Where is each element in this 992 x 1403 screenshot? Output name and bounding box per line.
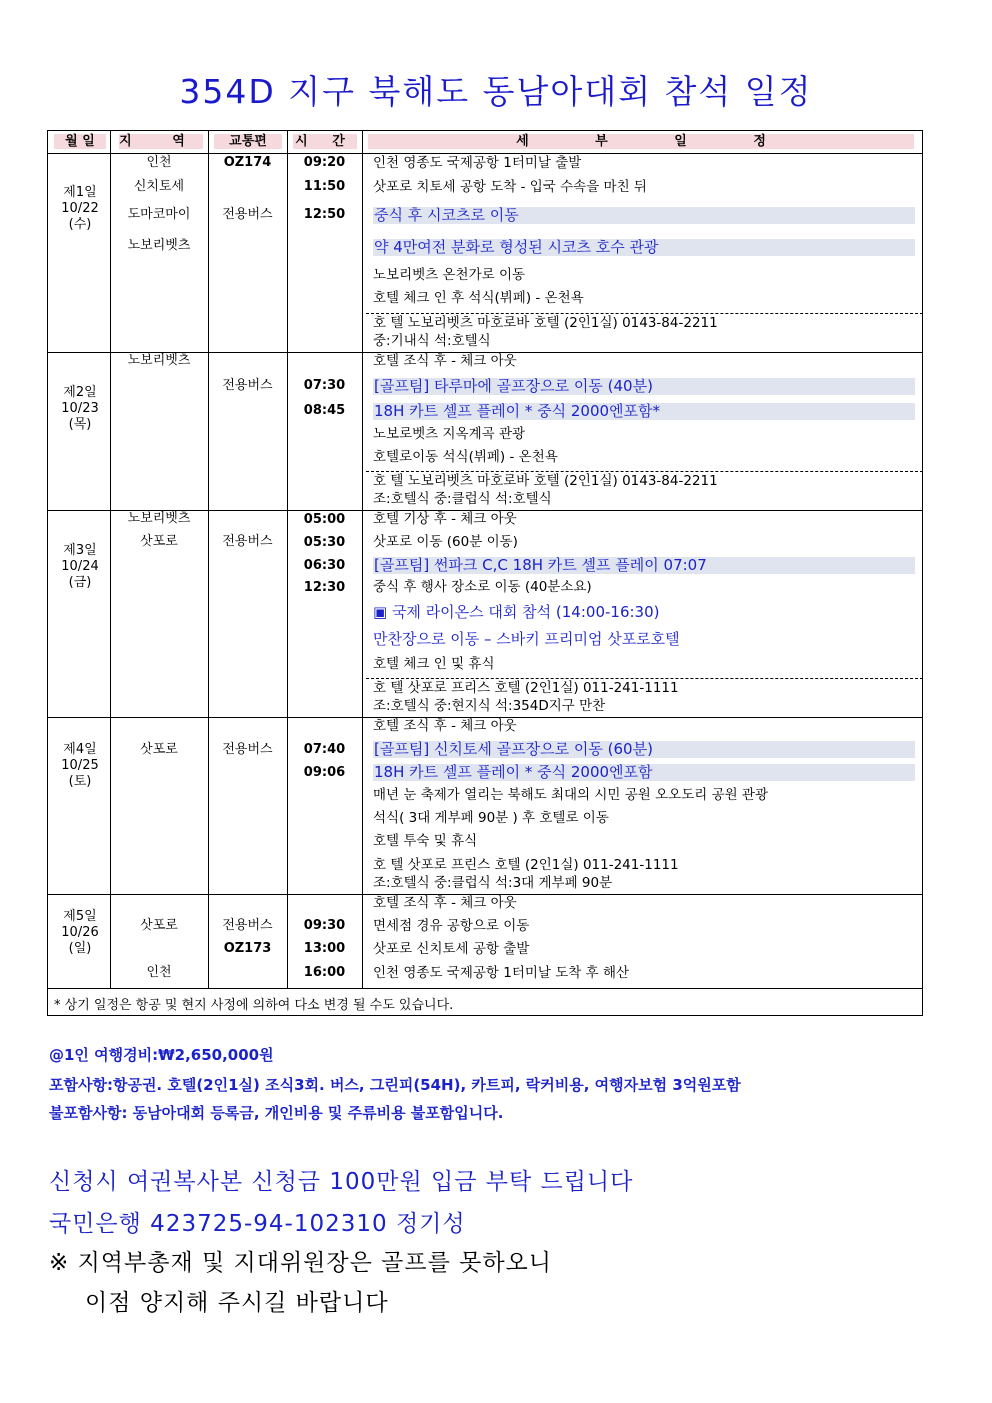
detail-line: 인천 영종도 국제공항 1터미날 도착 후 해산 [373,965,630,981]
region: 노보리벳츠 [127,238,191,253]
detail-line-event: ▣ 국제 라이온스 대회 참석 (14:00-16:30) [373,603,660,621]
time: 05:00 [303,512,346,527]
region: 노보리벳츠 [127,353,191,368]
transport: 전용버스 [222,742,273,757]
time: 12:30 [303,580,346,595]
col-divider [362,131,363,988]
meals-info: 중:기내식 석:호텔식 [373,333,491,349]
day-4-label: 제4일 10/25 (토) [61,742,99,789]
apply-notice: 신청시 여권복사본 신청금 100만원 입금 부탁 드립니다 [49,1169,634,1195]
detail-line-highlight: [골프팀] 타루마에 골프장으로 이동 (40분) [373,378,915,395]
detail-line: 중식 후 행사 장소로 이동 (40분소요) [373,579,592,595]
detail-line: 면세점 경유 공항으로 이동 [373,918,530,934]
hotel-divider [366,471,923,472]
hotel-info: 호 텔 노보리벳츠 마호로바 호텔 (2인1실) 0143-84-2211 [373,315,718,331]
region: 삿포로 [140,742,178,757]
hotel-divider [366,313,923,314]
col-divider [208,131,209,988]
schedule-table [47,130,923,1016]
transport: 전용버스 [222,207,273,222]
header-region: 지 역 [119,134,203,149]
day-3-label: 제3일 10/24 (금) [61,543,99,590]
schedule-note: * 상기 일정은 항공 및 현지 사정에 의하여 다소 변경 될 수도 있습니다. [54,998,454,1013]
time: 06:30 [303,558,346,573]
header-detail: 세 부 일 정 [368,134,914,149]
detail-line: 노보리벳츠 온천가로 이동 [373,267,526,283]
header-day: 월 일 [54,134,106,149]
day-1-label: 제1일 10/22 (수) [61,185,99,232]
time: 09:06 [303,765,346,780]
transport: 전용버스 [222,378,273,393]
transport: OZ173 [223,941,272,956]
region: 삿포로 [140,918,178,933]
detail-line-highlight: [골프팀] 썬파크 C,C 18H 카트 셀프 플레이 07:07 [373,557,915,574]
hotel-divider [366,678,923,679]
excluded-info: 불포함사항: 동남아대회 등록금, 개인비용 및 주류비용 불포함입니다. [49,1104,504,1122]
hotel-info: 호 텔 노보리벳츠 마호로바 호텔 (2인1실) 0143-84-2211 [373,473,718,489]
region: 삿포로 [140,534,178,549]
meals-info: 조:호텔식 중:현지식 석:354D지구 만찬 [373,698,606,714]
meals-info: 조:호텔식 중:클럽식 석:3대 게부페 90분 [373,875,613,891]
detail-line-event: 만찬장으로 이동 – 스바키 프리미엄 삿포로호텔 [373,630,680,648]
time: 05:30 [303,535,346,550]
detail-line: 호텔 기상 후 - 체크 아웃 [373,511,517,527]
detail-line: 호텔 투숙 및 휴식 [373,833,478,849]
detail-line: 호텔 조식 후 - 체크 아웃 [373,895,517,911]
detail-line: 호텔 체크 인 및 휴식 [373,656,495,672]
detail-line-highlight: 약 4만여전 분화로 형성된 시코츠 호수 관광 [373,239,915,256]
day-2-label: 제2일 10/23 (목) [61,385,99,432]
region: 인천 [146,155,172,170]
header-time: 시 간 [293,134,357,149]
bank-info: 국민은행 423725-94-102310 정기성 [49,1211,466,1237]
page-title: 354D 지구 북해도 동남아대회 참석 일정 [179,72,813,111]
time: 07:40 [303,742,346,757]
detail-line: 삿포로 이동 (60분 이동) [373,534,518,550]
row-divider [48,988,922,989]
detail-line: 노보로벳츠 지옥계곡 관광 [373,426,526,442]
detail-line-highlight: [골프팀] 신치토세 골프장으로 이동 (60분) [373,741,915,758]
detail-line: 삿포로 신치토세 공항 출발 [373,941,530,957]
detail-line: 석식( 3대 게부페 90분 ) 후 호텔로 이동 [373,810,609,826]
region: 도마코마이 [127,207,191,222]
meals-info: 조:호텔식 중:클럽식 석:호텔식 [373,491,552,507]
time: 09:20 [303,155,346,170]
detail-line: 호텔로이동 석식(뷔페) - 온천욕 [373,449,558,465]
detail-line: 매년 눈 축제가 열리는 북해도 최대의 시민 공원 오오도리 공원 관광 [373,787,769,803]
transport: 전용버스 [222,918,273,933]
time: 12:50 [303,207,346,222]
included-info: 포함사항:항공권. 호텔(2인1실) 조식3회. 버스, 그린피(54H), 카트피, 락커비용, 여행자보험 3억원포함 [49,1076,741,1094]
golf-notice-1: ※ 지역부총재 및 지대위원장은 골프를 못하오니 [49,1250,552,1276]
cost-info: @1인 여행경비:₩2,650,000원 [49,1046,274,1064]
time: 07:30 [303,378,346,393]
detail-line: 호텔 조식 후 - 체크 아웃 [373,718,517,734]
region: 노보리벳츠 [127,511,191,526]
time: 08:45 [303,403,346,418]
detail-line: 호텔 체크 인 후 석식(뷔페) - 온천욕 [373,290,584,306]
hotel-info: 호 텔 삿포로 프리스 호텔 (2인1실) 011-241-1111 [373,680,679,696]
time: 11:50 [303,179,346,194]
hotel-info: 호 텔 삿포로 프린스 호텔 (2인1실) 011-241-1111 [373,857,679,873]
time: 16:00 [303,965,346,980]
transport: OZ174 [223,155,272,170]
detail-line: 인천 영종도 국제공항 1터미날 출발 [373,155,582,171]
detail-line-highlight: 중식 후 시코츠로 이동 [373,207,915,224]
header-transport: 교통편 [214,134,282,149]
time: 13:00 [303,941,346,956]
transport: 전용버스 [222,534,273,549]
col-divider [110,131,111,988]
detail-line-highlight: 18H 카트 셀프 플레이 * 중식 2000엔포함 [373,764,915,781]
detail-line-highlight: 18H 카트 셀프 플레이 * 중식 2000엔포함* [373,403,915,420]
day-5-label: 제5일 10/26 (일) [61,909,99,956]
detail-line: 삿포로 치토세 공항 도착 - 입국 수속을 마친 뒤 [373,179,647,195]
region: 신치토세 [133,179,185,194]
golf-notice-2: 이점 양지해 주시길 바랍니다 [85,1290,389,1316]
detail-line: 호텔 조식 후 - 체크 아웃 [373,353,517,369]
time: 09:30 [303,918,346,933]
region: 인천 [146,965,172,980]
